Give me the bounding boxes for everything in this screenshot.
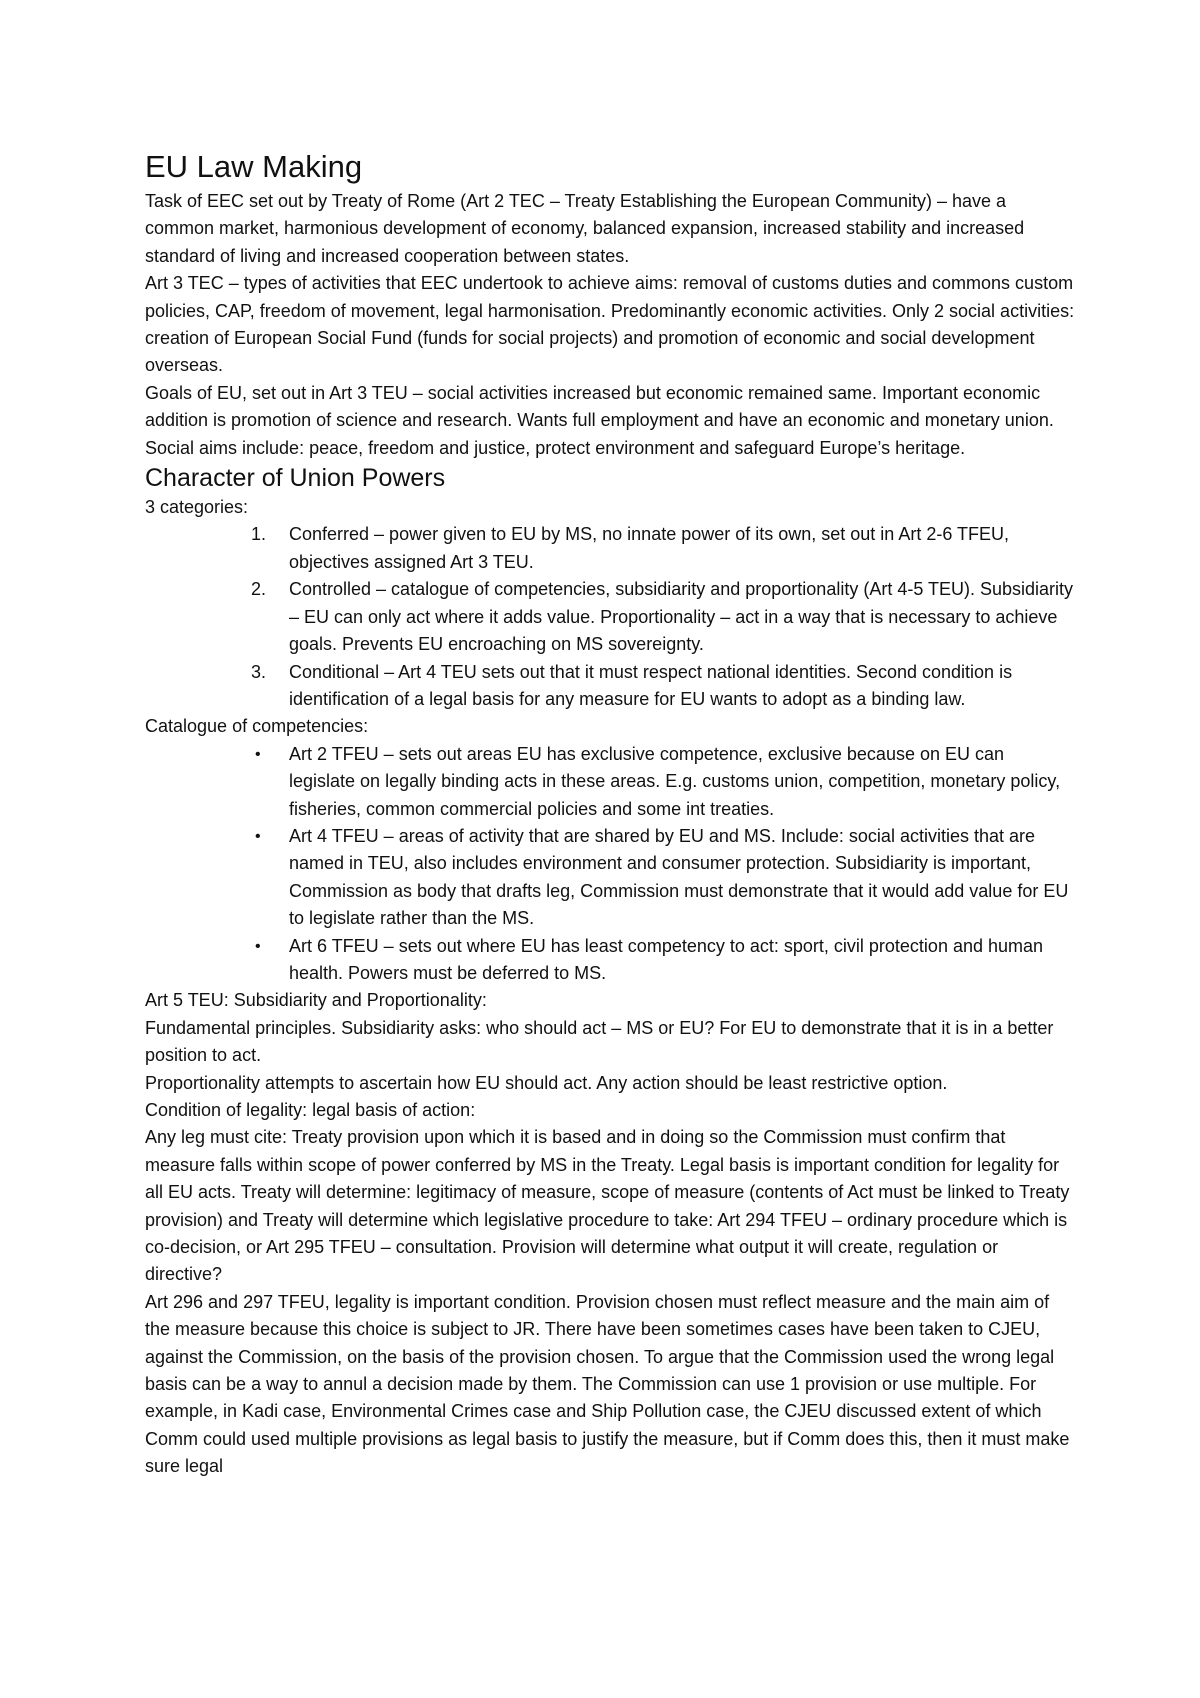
list-item-text: Art 6 TFEU – sets out where EU has least competency to act: sport, civil protection and human health. Powers must be deferred to MS. [289,935,1044,983]
bullet-icon: • [255,827,261,845]
intro-paragraph-2: Art 3 TEC – types of activities that EEC undertook to achieve aims: removal of customs duties and commons custom policies, CAP, freedom of movement, legal harmonisation. Predominantly economic activities. Only 2 social activities: creation of European Social Fund (funds for social projects) and promotion of economic and social development overseas. [145,273,1075,376]
intro-paragraph-3: Goals of EU, set out in Art 3 TEU – social activities increased but economic remained same. Important economic addition is promotion of science and research. Wants full employment and have an economic and monetary union. Social aims include: peace, freedom and justice, protect environment and safeguard Europe’s heritage. [145,382,1054,458]
list-item-text: Conditional – Art 4 TEU sets out that it must respect national identities. Second condition is identification of a legal basis for any measure for EU wants to adopt as a binding law. [289,661,1013,709]
body-paragraph-3: Any leg must cite: Treaty provision upon which it is based and in doing so the Commission must confirm that measure falls within scope of power conferred by MS in the Treaty. Legal basis is important condition for legality for all EU acts. Treaty will determine: legitimacy of measure, scope of measure (contents of Act must be linked to Treaty provision) and Treaty will determine which legislative procedure to take: Art 294 TFEU – ordinary procedure which is co-decision, or Art 295 TFEU – consultation. Provision will determine what output it will create, regulation or directive? [145,1127,1070,1285]
document-page [145,148,1075,1481]
list-item [145,823,1075,933]
catalogue-list [145,741,1075,988]
list-number: 1. [251,524,267,545]
categories-label: 3 categories: [145,497,249,518]
section-heading-union-powers: Character of Union Powers [145,464,446,493]
list-item-text: Art 4 TFEU – areas of activity that are shared by EU and MS. Include: social activities that are named in TEU, also includes environment and consumer protection. Subsidiarity is important, Commission as body that drafts leg, Commission must demonstrate that it would add value for EU to legislate rather than the MS. [289,825,1069,929]
list-number: 3. [251,661,267,682]
list-item-text: Art 2 TFEU – sets out areas EU has exclusive competence, exclusive because on EU can legislate on legally binding acts in these areas. E.g. customs union, competition, monetary policy, fisheries, common commercial policies and some int treaties. [289,743,1061,819]
list-item [145,576,1075,658]
bullet-icon: • [255,745,261,763]
intro-paragraph-1: Task of EEC set out by Treaty of Rome (Art 2 TEC – Treaty Establishing the European Community) – have a common market, harmonious development of economy, balanced expansion, increased stability and increased standard of living and increased cooperation between states. [145,191,1025,266]
list-item [145,933,1075,988]
subheading-legality: Condition of legality: legal basis of action: [145,1100,476,1120]
bullet-icon: • [255,937,261,955]
subheading-subsidiarity: Art 5 TEU: Subsidiarity and Proportionality: [145,990,487,1011]
list-item [145,521,1075,576]
body-paragraph-2: Proportionality attempts to ascertain how EU should act. Any action should be least restrictive option. [145,1072,948,1093]
list-number: 2. [251,579,267,600]
document-title: EU Law Making [145,149,363,184]
list-item-text: Conferred – power given to EU by MS, no innate power of its own, set out in Art 2-6 TFEU, objectives assigned Art 3 TEU. [289,524,1010,572]
body-paragraph-1: Fundamental principles. Subsidiarity asks: who should act – MS or EU? For EU to demonstrate that it is in a better position to act. [145,1017,1054,1066]
list-item [145,659,1075,714]
body-paragraph-4: Art 296 and 297 TFEU, legality is important condition. Provision chosen must reflect measure and the main aim of the measure because this choice is subject to JR. There have been sometimes cases have been taken to CJEU, against the Commission, on the basis of the provision chosen. To argue that the Commission used the wrong legal basis can be a way to annul a decision made by them. The Commission can use 1 provision or use multiple. For example, in Kadi case, Environmental Crimes case and Ship Pollution case, the CJEU discussed extent of which Comm could used multiple provisions as legal basis to justify the measure, but if Comm does this, then it must make sure legal [145,1291,1070,1477]
catalogue-label: Catalogue of competencies: [145,716,369,737]
categories-list [145,521,1075,713]
list-item [145,741,1075,823]
list-item-text: Controlled – catalogue of competencies, subsidiarity and proportionality (Art 4-5 TEU). Subsidiarity – EU can only act where it adds value. Proportionality – act in a way that is necessary to achieve goals. Prevents EU encroaching on MS sovereignty. [289,579,1074,655]
